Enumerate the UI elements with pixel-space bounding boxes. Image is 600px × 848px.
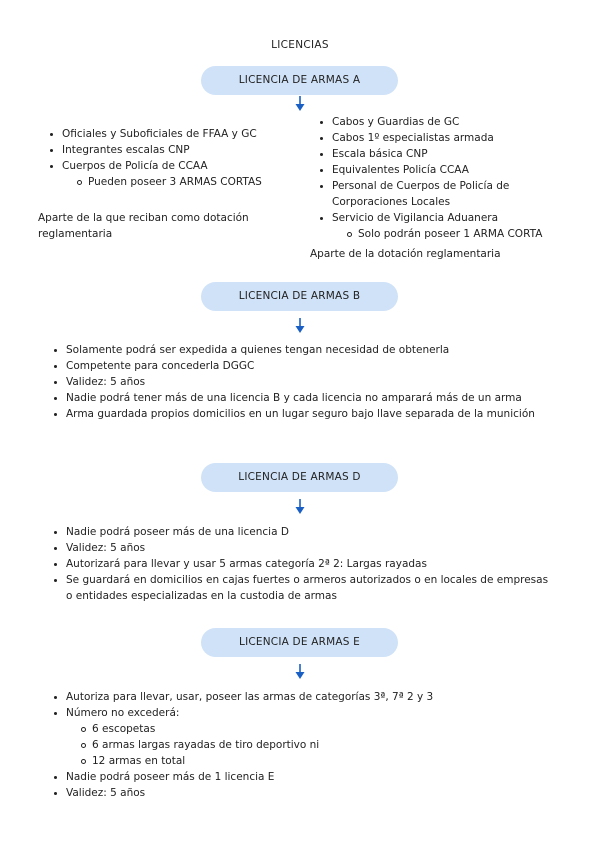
license-b-list [52,342,552,422]
list-item: Nadie podrá tener más de una licencia B y cada licencia no amparará más de un arma [52,390,552,406]
list-item: Autoriza para llevar, usar, poseer las armas de categorías 3ª, 7ª 2 y 3 [52,689,552,705]
list-item [318,210,580,242]
list-item: Nadie podrá poseer más de una licencia D [52,524,552,540]
list-item: Personal de Cuerpos de Policía de Corporaciones Locales [318,178,580,210]
list-item: Cabos y Guardias de GC [318,114,580,130]
list-item: Arma guardada propios domicilios en un lugar seguro bajo llave separada de la munición [52,406,552,422]
license-b-header: LICENCIA DE ARMAS B [201,282,398,311]
arrow-down-icon [294,96,306,112]
list-item-label: Cuerpos de Policía de CCAA [62,160,208,172]
license-d-header: LICENCIA DE ARMAS D [201,463,398,492]
list-item: Validez: 5 años [52,374,552,390]
list-item: Escala básica CNP [318,146,580,162]
list-item: Integrantes escalas CNP [48,142,298,158]
list-item: Competente para concederla DGGC [52,358,552,374]
license-a-left-column [48,126,298,190]
list-item: Equivalentes Policía CCAA [318,162,580,178]
list-item: Oficiales y Suboficiales de FFAA y GC [48,126,298,142]
sub-list-item: 12 armas en total [80,753,552,769]
list-item-label: Servicio de Vigilancia Aduanera [332,212,499,224]
page-title: LICENCIAS [271,39,329,51]
license-a-header: LICENCIA DE ARMAS A [201,66,398,95]
list-item: Validez: 5 años [52,540,552,556]
list-item: Solamente podrá ser expedida a quienes tengan necesidad de obtenerla [52,342,552,358]
list-item [52,705,552,769]
list-item: Nadie podrá poseer más de 1 licencia E [52,769,552,785]
arrow-down-icon [294,664,306,680]
license-a-right-note: Aparte de la dotación reglamentaria [310,248,501,260]
list-item: Autorizará para llevar y usar 5 armas categoría 2ª 2: Largas rayadas [52,556,552,572]
list-item: Validez: 5 años [52,785,552,801]
sub-list-item: 6 escopetas [80,721,552,737]
list-item [48,158,298,190]
license-a-right-column [318,114,580,242]
list-item-label: Número no excederá: [66,707,180,719]
arrow-down-icon [294,499,306,515]
license-e-list [52,689,552,801]
sub-list-item: Pueden poseer 3 ARMAS CORTAS [76,174,298,190]
license-a-left-note: Aparte de la que reciban como dotación reglamentaria [38,212,249,240]
sub-list-item: Solo podrán poseer 1 ARMA CORTA [346,226,580,242]
list-item: Se guardará en domicilios en cajas fuertes o armeros autorizados o en locales de empresas o entidades especializadas en la custodia de armas [52,572,552,604]
sub-list-item: 6 armas largas rayadas de tiro deportivo ni [80,737,552,753]
license-d-list [52,524,552,604]
list-item: Cabos 1º especialistas armada [318,130,580,146]
arrow-down-icon [294,318,306,334]
license-e-header: LICENCIA DE ARMAS E [201,628,398,657]
